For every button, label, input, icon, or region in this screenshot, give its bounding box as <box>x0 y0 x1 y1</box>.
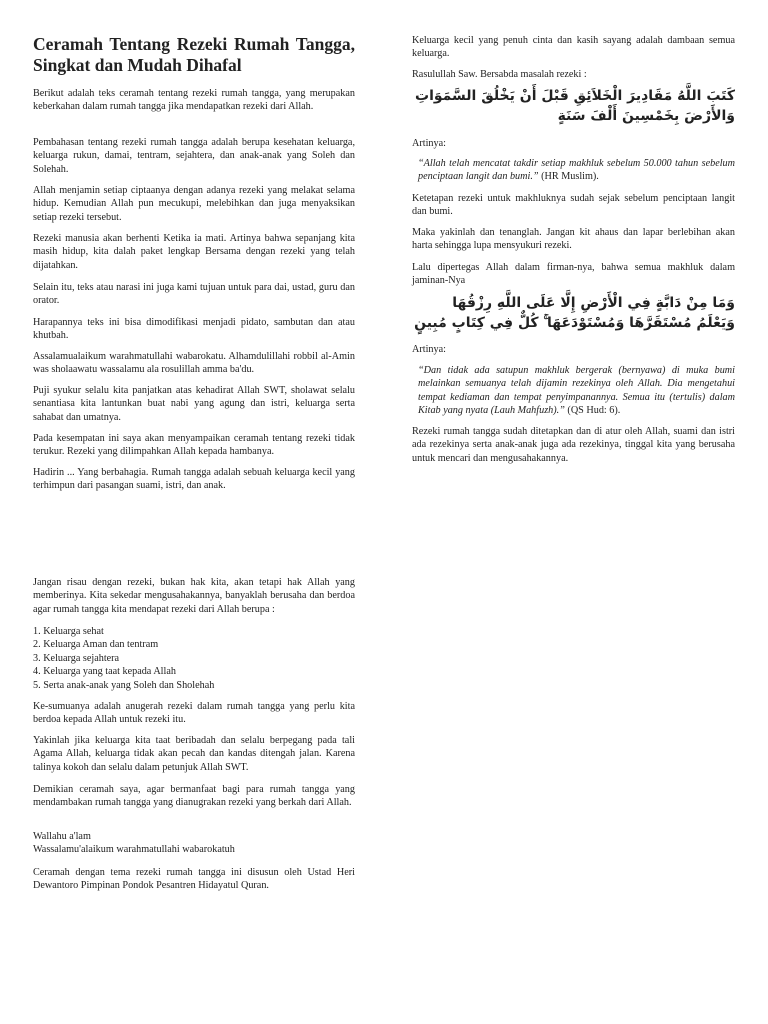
quote-text: “Allah telah mencatat takdir setiap makhluk sebelum 50.000 tahun sebelum penciptaan langit dan bumi.” <box>418 158 735 183</box>
artinya-label: Artinya: <box>412 138 446 149</box>
paragraph: Lalu dipertegas Allah dalam firman-nya, bahwa semua makhluk dalam jaminan-Nya <box>412 262 735 287</box>
paragraph: Keluarga kecil yang penuh cinta dan kasih sayang adalah dambaan semua keluarga. <box>412 35 735 60</box>
list-item: 2. Keluarga Aman dan tentram <box>33 639 159 651</box>
paragraph: Jangan risau dengan rezeki, bukan hak kita, akan tetapi hak Allah yang memberinya. Kita sekedar mengusahakannya, banyaklah berusaha dan berdoa agar rumah tangga kita mendapat rezeki dari Allah berupa : <box>33 577 355 615</box>
artinya-label: Artinya: <box>412 344 446 355</box>
verse-translation <box>412 364 735 418</box>
quote-citation: (HR Muslim). <box>538 171 599 183</box>
paragraph: Berikut adalah teks ceramah tentang rezeki rumah tangga, yang merupakan keberkahan dalam rumah tangga jika mendapatkan rezeki dari Allah. <box>33 88 355 113</box>
paragraph: Rezeki manusia akan berhenti Ketika ia mati. Artinya bahwa sepanjang kita masih hidup, kita dalah paket lengkap Bersama dengan rezeki yang telah dijatahkan. <box>33 233 355 271</box>
closing-line: Wallahu a'lam <box>33 831 91 842</box>
arabic-verse: وَمَا مِنْ دَابَّةٍ فِي الْأَرْضِ إِلَّا عَلَى اللَّهِ رِزْقُهَا وَيَعْلَمُ مُسْتَقَرَّهَا وَمُسْتَوْدَعَهَا ۚ كُلٌّ فِي كِتَابٍ مُبِينٍ <box>414 295 735 331</box>
list-item: 1. Keluarga sehat <box>33 626 104 637</box>
hadith-translation <box>412 157 735 184</box>
paragraph: Maka yakinlah dan tenanglah. Jangan kit ahaus dan lapar berlebihan akan harta sehingga lupa mensyukuri rezeki. <box>412 227 735 252</box>
paragraph: Hadirin ... Yang berbahagia. Rumah tangga adalah sebuah keluarga kecil yang terhimpun dari pasangan suami, istri, dan anak. <box>33 467 355 492</box>
paragraph: Ke-sumuanya adalah anugerah rezeki dalam rumah tangga yang perlu kita berdoa kepada Allah untuk rezeki itu. <box>33 701 355 726</box>
paragraph: Demikian ceramah saya, agar bermanfaat bagi para rumah tangga yang mendambakan rumah tangga yang dianugrakan rezeki yang berkah dari Allah. <box>33 784 355 809</box>
rezeki-list <box>33 625 355 692</box>
paragraph: Selain itu, teks atau narasi ini juga kami tujuan untuk para dai, ustad, guru dan orator. <box>33 282 355 307</box>
paragraph: Allah menjamin setiap ciptaanya dengan adanya rezeki yang melakat selama hidup. Kemudian Allah pun mecukupi, melebihkan dan juga menyaksikan setiap rezeki tersebut. <box>33 185 355 223</box>
list-item: 4. Keluarga yang taat kepada Allah <box>33 666 176 678</box>
article-title: Ceramah Tentang Rezeki Rumah Tangga, Singkat dan Mudah Dihafal <box>33 34 355 75</box>
paragraph: Pada kesempatan ini saya akan menyampaikan ceramah tentang rezeki tidak terukur. Rezeki yang dilimpahkan Allah kepada hambanya. <box>33 433 355 458</box>
list-item: 5. Serta anak-anak yang Soleh dan Sholehah <box>33 679 215 691</box>
quote-citation: (QS Hud: 6). <box>564 405 621 417</box>
paragraph: Assalamualaikum warahmatullahi wabarokatu. Alhamdulillahi robbil al-Amin was sholaawatu wassalamu ala rosulillah amma ba'du. <box>33 351 355 376</box>
quote-text: “Dan tidak ada satupun makhluk bergerak (bernyawa) di muka bumi melainkan semuanya telah dijamin rezekinya oleh Allah. Dia mengetahui tempat kediaman dan tempat penyimpanannya. Semua itu (tertulis) dalam Kitab yang nyata (Lauh Mahfuzh).” <box>418 365 735 417</box>
paragraph: Rasulullah Saw. Bersabda masalah rezeki : <box>412 69 587 80</box>
list-item: 3. Keluarga sejahtera <box>33 652 120 664</box>
closing-line: Wassalamu'alaikum warahmatullahi wabarokatuh <box>33 844 235 856</box>
paragraph: Pembahasan tentang rezeki rumah tangga adalah berupa kesehatan keluarga, keluarga rukun, damai, tentram, sejahtera, dan anak-anak yang Soleh dan Solehah. <box>33 137 355 175</box>
paragraph: Harapannya teks ini bisa dimodifikasi menjadi pidato, sambutan dan atau khutbah. <box>33 317 355 342</box>
paragraph: Yakinlah jika keluarga kita taat beribadah dan selalu berpegang pada tali Agama Allah, keluarga tidak akan pecah dan kandas ditengah jalan. Karena talinya kokoh dan selalu dalam petunjuk Allah SWT. <box>33 735 355 773</box>
paragraph: Puji syukur selalu kita panjatkan atas kehadirat Allah SWT, sholawat selalu senantiasa kita lantunkan buat nabi yang agung dan istri, keluarga serta sahabat dan umatnya. <box>33 385 355 423</box>
paragraph: Rezeki rumah tangga sudah ditetapkan dan di atur oleh Allah, suami dan istri ada rezekinya serta anak-anak juga ada rezekinya, tinggal kita yang berusaha untuk mencari dan mengusahakannya. <box>412 426 735 464</box>
arabic-hadith: كَتَبَ اللَّهُ مَقَادِيرَ الْخَلاَئِقِ قَبْلَ أَنْ يَخْلُقَ السَّمَوَاتِ وَالأَرْضَ بِخَمْسِينَ أَلْفَ سَنَةٍ <box>415 88 735 124</box>
paragraph: Ketetapan rezeki untuk makhluknya sudah sejak sebelum penciptaan langit dan bumi. <box>412 193 735 218</box>
paragraph: Ceramah dengan tema rezeki rumah tangga ini disusun oleh Ustad Heri Dewantoro Pimpinan Pondok Pesantren Hidayatul Quran. <box>33 867 355 892</box>
